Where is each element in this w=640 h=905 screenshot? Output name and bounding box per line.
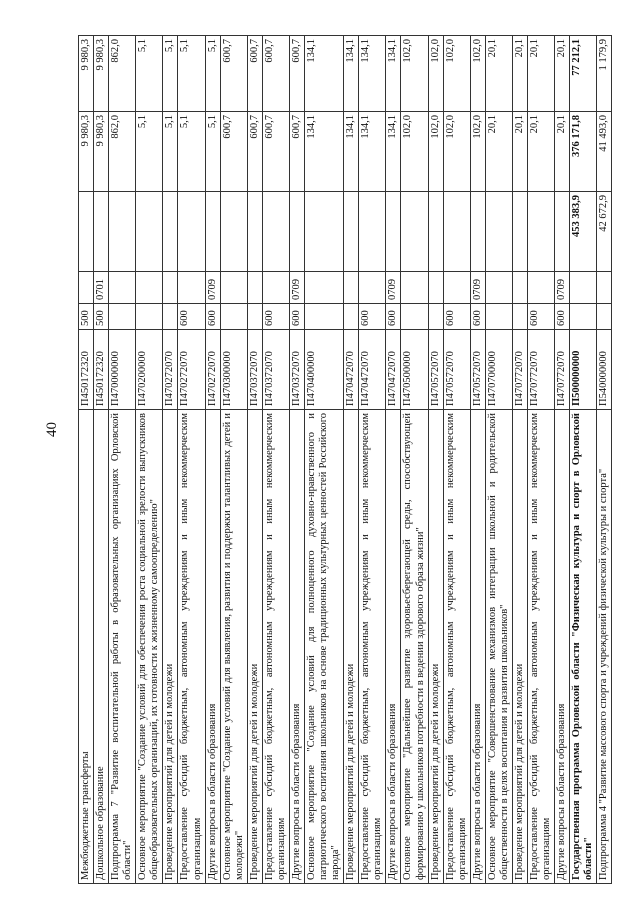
row-value3-cell: 5,1 (205, 36, 220, 112)
row-section-cell: 0709 (205, 272, 220, 304)
row-value1-cell (79, 192, 94, 272)
row-value3-cell: 9 980,3 (94, 36, 109, 112)
row-value1-cell (305, 192, 344, 272)
row-code-cell: П500000000 (570, 330, 597, 410)
table-row (289, 36, 304, 884)
row-name-cell: Проведение мероприятий для детей и молодежи (512, 410, 527, 884)
row-name-cell: Основное мероприятие "Создание условий для обеспечения роста социальной зрелости выпускников общеобразовательных организаций, их готовности к жизненному самоопределению" (136, 410, 163, 884)
row-value1-cell (386, 192, 401, 272)
row-value3-cell: 20,1 (485, 36, 512, 112)
row-value3-cell: 9 980,3 (79, 36, 94, 112)
row-section-cell (305, 272, 344, 304)
row-section-cell (262, 272, 289, 304)
table-row (386, 36, 401, 884)
row-vr-cell: 500 (94, 304, 109, 330)
table-row (597, 36, 612, 884)
row-value1-cell (220, 192, 247, 272)
row-value2-cell: 9 980,3 (94, 112, 109, 192)
row-value3-cell: 600,7 (220, 36, 247, 112)
row-section-cell (359, 272, 386, 304)
row-value3-cell: 600,7 (289, 36, 304, 112)
row-vr-cell: 600 (443, 304, 470, 330)
row-name-cell: Другие вопросы в области образования (205, 410, 220, 884)
row-name-cell: Предоставление субсидий бюджетным, автономным учреждениям и иным некоммерческим организациям (528, 410, 555, 884)
row-value3-cell: 5,1 (163, 36, 178, 112)
row-section-cell (79, 272, 94, 304)
row-value1-cell (178, 192, 205, 272)
row-vr-cell (344, 304, 359, 330)
row-value2-cell: 102,0 (428, 112, 443, 192)
row-name-cell: Предоставление субсидий бюджетным, автономным учреждениям и иным некоммерческим организациям (178, 410, 205, 884)
row-section-cell (485, 272, 512, 304)
table-row (344, 36, 359, 884)
row-vr-cell: 600 (178, 304, 205, 330)
row-value1-cell (109, 192, 136, 272)
row-section-cell: 0709 (386, 272, 401, 304)
row-value1-cell (94, 192, 109, 272)
table-row (178, 36, 205, 884)
table-row (136, 36, 163, 884)
budget-table-body (79, 36, 612, 884)
row-section-cell: 0701 (94, 272, 109, 304)
page-number: 40 (44, 422, 60, 437)
row-name-cell: Подпрограмма 4 "Развитие массового спорта и учреждений физической культуры и спорта" (597, 410, 612, 884)
row-value2-cell: 20,1 (528, 112, 555, 192)
row-vr-cell: 600 (205, 304, 220, 330)
row-section-cell (163, 272, 178, 304)
row-vr-cell (485, 304, 512, 330)
row-vr-cell (428, 304, 443, 330)
row-section-cell: 0709 (470, 272, 485, 304)
row-value1-cell (163, 192, 178, 272)
row-name-cell: Проведение мероприятий для детей и молодежи (163, 410, 178, 884)
row-value2-cell: 5,1 (205, 112, 220, 192)
table-row (163, 36, 178, 884)
row-value2-cell: 600,7 (220, 112, 247, 192)
row-value1-cell (443, 192, 470, 272)
row-section-cell (178, 272, 205, 304)
row-value2-cell: 102,0 (443, 112, 470, 192)
row-vr-cell: 600 (555, 304, 570, 330)
row-value1-cell (401, 192, 428, 272)
row-value2-cell: 5,1 (136, 112, 163, 192)
row-value3-cell: 1 179,9 (597, 36, 612, 112)
row-value2-cell: 600,7 (262, 112, 289, 192)
table-row (555, 36, 570, 884)
row-code-cell: П470472070 (386, 330, 401, 410)
row-value3-cell: 5,1 (136, 36, 163, 112)
row-name-cell: Проведение мероприятий для детей и молодежи (428, 410, 443, 884)
table-row (528, 36, 555, 884)
row-value2-cell: 600,7 (289, 112, 304, 192)
row-value3-cell: 102,0 (470, 36, 485, 112)
row-section-cell (570, 272, 597, 304)
row-value1-cell (512, 192, 527, 272)
row-vr-cell: 600 (359, 304, 386, 330)
table-row (79, 36, 94, 884)
row-code-cell: П470372070 (289, 330, 304, 410)
row-code-cell: П470372070 (262, 330, 289, 410)
row-code-cell: П470572070 (470, 330, 485, 410)
row-name-cell: Предоставление субсидий бюджетным, автономным учреждениям и иным некоммерческим организациям (443, 410, 470, 884)
row-name-cell: Предоставление субсидий бюджетным, автономным учреждениям и иным некоммерческим организациям (262, 410, 289, 884)
row-value2-cell: 376 171,8 (570, 112, 597, 192)
row-section-cell (512, 272, 527, 304)
row-code-cell: П470472070 (344, 330, 359, 410)
row-section-cell (344, 272, 359, 304)
row-vr-cell (220, 304, 247, 330)
row-name-cell: Подпрограмма 7 "Развитие воспитательной работы в образовательных организациях Орловской области" (109, 410, 136, 884)
row-section-cell: 0709 (555, 272, 570, 304)
row-vr-cell: 600 (470, 304, 485, 330)
row-value3-cell: 134,1 (359, 36, 386, 112)
row-code-cell: П470272070 (205, 330, 220, 410)
row-code-cell: П470772070 (555, 330, 570, 410)
rotated-table-container (78, 36, 612, 884)
row-value1-cell (470, 192, 485, 272)
row-section-cell: 0709 (289, 272, 304, 304)
table-row (247, 36, 262, 884)
row-value3-cell: 134,1 (344, 36, 359, 112)
row-value3-cell: 134,1 (305, 36, 344, 112)
row-section-cell (247, 272, 262, 304)
row-value2-cell: 134,1 (386, 112, 401, 192)
row-section-cell (220, 272, 247, 304)
row-value2-cell: 41 493,0 (597, 112, 612, 192)
row-value3-cell: 600,7 (247, 36, 262, 112)
row-code-cell: П470200000 (136, 330, 163, 410)
row-vr-cell: 500 (79, 304, 94, 330)
row-vr-cell (597, 304, 612, 330)
row-value2-cell: 20,1 (555, 112, 570, 192)
row-name-cell: Основное мероприятие "Совершенствование механизмов интеграции школьной и родительской общественности в целях воспитания и развития школьников" (485, 410, 512, 884)
row-vr-cell (401, 304, 428, 330)
table-row (109, 36, 136, 884)
table-row (570, 36, 597, 884)
row-value3-cell: 20,1 (555, 36, 570, 112)
row-value1-cell: 42 672,9 (597, 192, 612, 272)
row-code-cell: П470300000 (220, 330, 247, 410)
row-section-cell (136, 272, 163, 304)
row-value2-cell: 134,1 (305, 112, 344, 192)
row-vr-cell: 600 (289, 304, 304, 330)
row-value3-cell: 600,7 (262, 36, 289, 112)
row-code-cell: П470272070 (163, 330, 178, 410)
row-code-cell: П450172320 (79, 330, 94, 410)
row-vr-cell: 600 (528, 304, 555, 330)
row-vr-cell (247, 304, 262, 330)
table-row (220, 36, 247, 884)
row-name-cell: Основное мероприятие "Создание условий для выявления, развития и поддержки талантливых детей и молодежи" (220, 410, 247, 884)
table-row (512, 36, 527, 884)
row-value2-cell: 102,0 (401, 112, 428, 192)
row-value1-cell (428, 192, 443, 272)
row-value3-cell: 20,1 (528, 36, 555, 112)
row-section-cell (109, 272, 136, 304)
row-name-cell: Основное мероприятие "Дальнейшее развитие здоровьесберегающей среды, способствующей формированию у школьников потребности в ведении здорового образа жизни" (401, 410, 428, 884)
row-name-cell: Государственная программа Орловской области "Физическая культура и спорт в Орловской области" (570, 410, 597, 884)
row-code-cell: П470272070 (178, 330, 205, 410)
row-value2-cell: 600,7 (247, 112, 262, 192)
row-value1-cell (289, 192, 304, 272)
row-value1-cell (555, 192, 570, 272)
row-code-cell: П470372070 (247, 330, 262, 410)
row-value2-cell: 134,1 (359, 112, 386, 192)
table-row (485, 36, 512, 884)
row-code-cell: П470500000 (401, 330, 428, 410)
row-value3-cell: 134,1 (386, 36, 401, 112)
table-row (262, 36, 289, 884)
row-value1-cell (485, 192, 512, 272)
row-name-cell: Дошкольное образование (94, 410, 109, 884)
table-row (470, 36, 485, 884)
table-row (401, 36, 428, 884)
row-name-cell: Проведение мероприятий для детей и молодежи (344, 410, 359, 884)
row-value2-cell: 102,0 (470, 112, 485, 192)
row-code-cell: П470772070 (512, 330, 527, 410)
row-code-cell: П470400000 (305, 330, 344, 410)
row-section-cell (528, 272, 555, 304)
row-value3-cell: 102,0 (443, 36, 470, 112)
row-value2-cell: 9 980,3 (79, 112, 94, 192)
row-value1-cell: 453 383,9 (570, 192, 597, 272)
row-value3-cell: 20,1 (512, 36, 527, 112)
table-row (94, 36, 109, 884)
table-row (428, 36, 443, 884)
row-value1-cell (262, 192, 289, 272)
row-code-cell: П450172320 (94, 330, 109, 410)
table-row (443, 36, 470, 884)
row-section-cell (428, 272, 443, 304)
row-code-cell: П470700000 (485, 330, 512, 410)
row-value2-cell: 134,1 (344, 112, 359, 192)
row-name-cell: Предоставление субсидий бюджетным, автономным учреждениям и иным некоммерческим организациям (359, 410, 386, 884)
row-vr-cell (305, 304, 344, 330)
budget-table (78, 35, 612, 884)
row-value2-cell: 20,1 (485, 112, 512, 192)
row-code-cell: П470572070 (428, 330, 443, 410)
row-value3-cell: 77 212,1 (570, 36, 597, 112)
row-value3-cell: 5,1 (178, 36, 205, 112)
row-value1-cell (359, 192, 386, 272)
row-value2-cell: 5,1 (178, 112, 205, 192)
row-value1-cell (344, 192, 359, 272)
row-code-cell: П470772070 (528, 330, 555, 410)
row-name-cell: Межбюджетные трансферты (79, 410, 94, 884)
row-value2-cell: 20,1 (512, 112, 527, 192)
row-code-cell: П470572070 (443, 330, 470, 410)
row-section-cell (401, 272, 428, 304)
row-code-cell: П470472070 (359, 330, 386, 410)
row-section-cell (443, 272, 470, 304)
row-name-cell: Основное мероприятие "Создание условий для полноценного духовно-нравственного и патриотического воспитания школьников на основе традиционных культурных ценностей Российского народа" (305, 410, 344, 884)
row-value1-cell (136, 192, 163, 272)
row-vr-cell (136, 304, 163, 330)
row-value3-cell: 102,0 (428, 36, 443, 112)
row-value2-cell: 862,0 (109, 112, 136, 192)
row-vr-cell (163, 304, 178, 330)
row-name-cell: Другие вопросы в области образования (386, 410, 401, 884)
row-value3-cell: 102,0 (401, 36, 428, 112)
row-value1-cell (247, 192, 262, 272)
row-value1-cell (528, 192, 555, 272)
row-vr-cell (109, 304, 136, 330)
row-value3-cell: 862,0 (109, 36, 136, 112)
row-name-cell: Другие вопросы в области образования (289, 410, 304, 884)
row-vr-cell (570, 304, 597, 330)
row-code-cell: П470000000 (109, 330, 136, 410)
row-vr-cell (512, 304, 527, 330)
table-row (359, 36, 386, 884)
row-value2-cell: 5,1 (163, 112, 178, 192)
row-name-cell: Другие вопросы в области образования (470, 410, 485, 884)
row-name-cell: Другие вопросы в области образования (555, 410, 570, 884)
table-row (305, 36, 344, 884)
row-section-cell (597, 272, 612, 304)
row-code-cell: П540000000 (597, 330, 612, 410)
table-row (205, 36, 220, 884)
row-name-cell: Проведение мероприятий для детей и молодежи (247, 410, 262, 884)
row-value1-cell (205, 192, 220, 272)
row-vr-cell: 600 (262, 304, 289, 330)
row-vr-cell: 600 (386, 304, 401, 330)
